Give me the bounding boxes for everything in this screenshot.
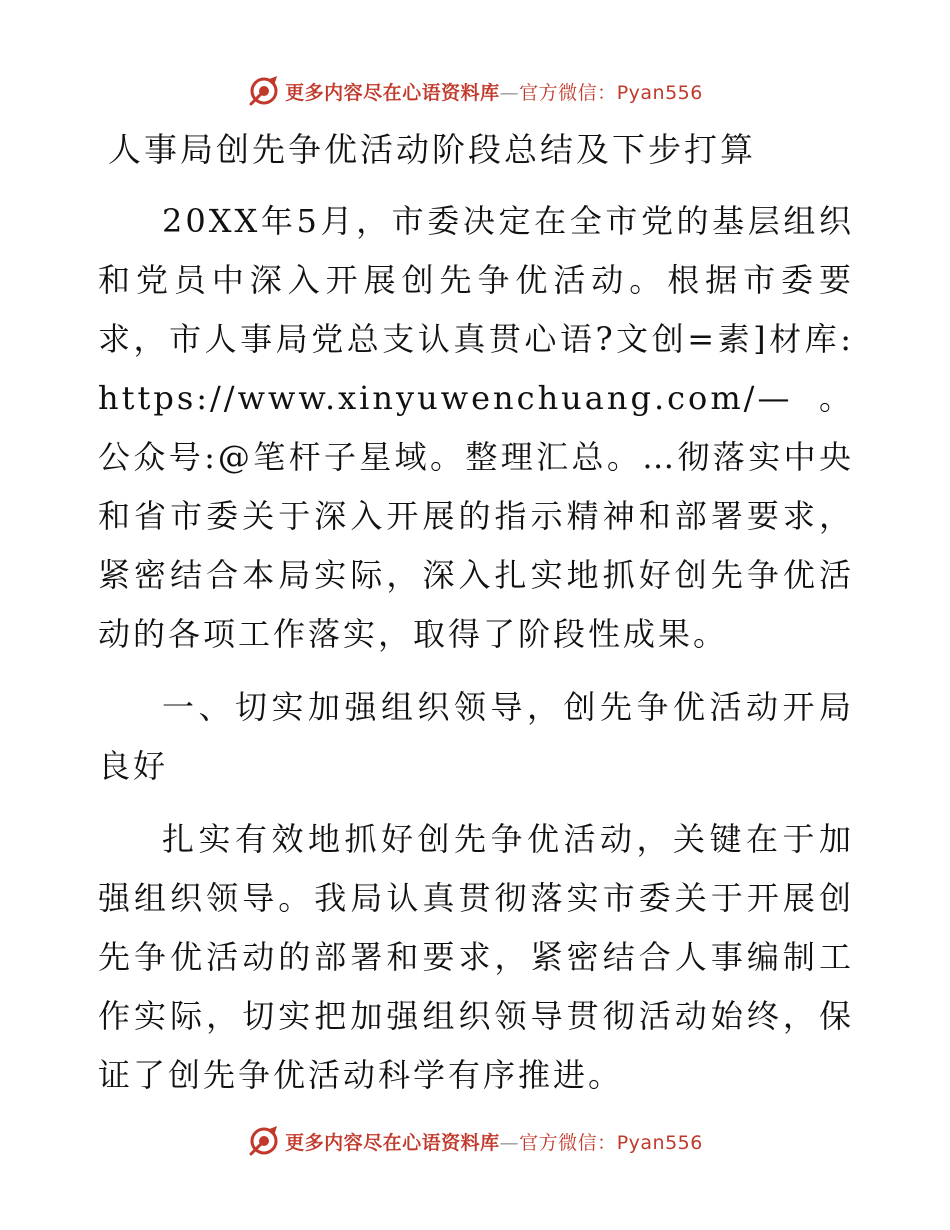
watermark-text [285,78,703,105]
header-watermark-banner [0,71,950,111]
watermark-official-label: 官方微信： [519,81,617,104]
watermark-wechat-id: Pyan556 [616,1131,703,1154]
watermark-brand: 更多内容尽在心语资料库 [285,1131,500,1154]
watermark-official-label: 官方微信： [519,1131,617,1154]
pen-logo-icon [247,74,281,108]
document-title: 人事局创先争优活动阶段总结及下步打算 [108,130,756,169]
watermark-text [285,1128,703,1155]
section-heading-1: 一、切实加强组织领导，创先争优活动开局良好 [98,688,854,785]
document-body [98,192,854,1105]
paragraph-intro: 20XX年5月，市委决定在全市党的基层组织和党员中深入开展创先争优活动。根据市委要求，市人事局党总支认真贯心语?文创=素]材库:https://www.xinyuwenchuang.com/—。公众号:@笔杆子星域。整理汇总。…彻落实中央和省市委关于深入开展的指示精神和部署要求，紧密结合本局实际，深入扎实地抓好创先争优活动的各项工作落实，取得了阶段性成果。 [98,202,854,653]
watermark-wechat-id: Pyan556 [616,81,703,104]
pen-logo-icon [247,1124,281,1158]
footer-watermark-banner [0,1121,950,1161]
watermark-brand: 更多内容尽在心语资料库 [285,81,500,104]
watermark-dash: — [499,1131,520,1154]
watermark-dash: — [499,81,520,104]
paragraph-section-1: 扎实有效地抓好创先争优活动，关键在于加强组织领导。我局认真贯彻落实市委关于开展创先争优活动的部署和要求，紧密结合人事编制工作实际，切实把加强组织领导贯彻活动始终，保证了创先争优活动科学有序推进。 [98,820,854,1094]
